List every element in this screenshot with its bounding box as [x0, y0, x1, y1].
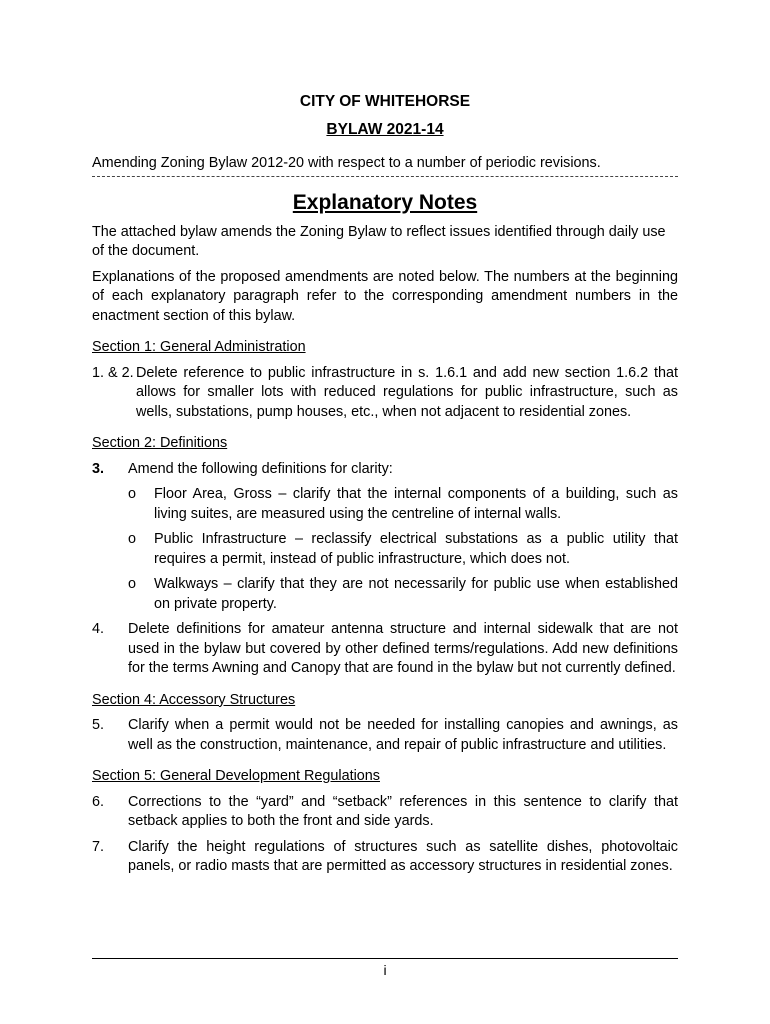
list-item	[92, 838, 678, 877]
item-number: 6.	[92, 793, 105, 810]
list-item	[92, 793, 678, 832]
item-text: Amend the following definitions for clarity:	[128, 460, 393, 477]
list-item	[92, 364, 678, 423]
item-number: 7.	[92, 838, 105, 855]
item-text: Corrections to the “yard” and “setback” references in this sentence to clarify that setback applies to both the front and side yards.	[128, 793, 678, 829]
item-number: 3.	[92, 460, 105, 477]
bullet-item	[92, 485, 678, 524]
item-text: Clarify when a permit would not be needed for installing canopies and awnings, as well as the construction, maintenance, and repair of public infrastructure and utilities.	[128, 717, 678, 753]
bullet-text: Public Infrastructure – reclassify electrical substations as a public utility that requires a permit, instead of public infrastructure, which does not.	[154, 531, 678, 567]
list-item	[92, 460, 678, 480]
bylaw-subtitle: Amending Zoning Bylaw 2012-20 with respect to a number of periodic revisions.	[92, 154, 678, 177]
list-item	[92, 620, 678, 679]
bullet-marker: o	[128, 576, 137, 592]
page-number: i	[383, 962, 387, 978]
item-text: Clarify the height regulations of structures such as satellite dishes, photovoltaic panels, or radio masts that are permitted as accessory structures in residential zones.	[128, 838, 678, 874]
section-heading: Section 1: General Administration	[92, 339, 306, 355]
list-item	[92, 716, 678, 755]
bullet-marker: o	[128, 531, 137, 547]
bylaw-number: BYLAW 2021-14	[326, 121, 444, 138]
section-heading: Section 5: General Development Regulations	[92, 768, 380, 784]
item-number: 1. & 2.	[92, 364, 134, 381]
item-number: 5.	[92, 717, 105, 733]
document-body	[92, 92, 678, 877]
section-heading: Section 4: Accessory Structures	[92, 691, 296, 708]
item-text: Delete definitions for amateur antenna structure and internal sidewalk that are not used in the bylaw but covered by other defined terms/regulations. Add new definitions for the terms Awning and Canopy that are found in the bylaw but not currently defined.	[128, 621, 678, 676]
bullet-marker: o	[128, 486, 137, 502]
bullet-text: Floor Area, Gross – clarify that the internal components of a building, such as living suites, are measured using the centreline of internal walls.	[154, 486, 678, 522]
bullet-text: Walkways – clarify that they are not necessarily for public use when established on private property.	[154, 576, 678, 612]
city-title: CITY OF WHITEHORSE	[299, 93, 471, 110]
bullet-item	[92, 530, 678, 569]
footer-divider	[92, 958, 678, 959]
item-number: 4.	[92, 621, 105, 637]
bullet-item	[92, 575, 678, 614]
section-heading: Section 2: Definitions	[92, 435, 228, 451]
intro-paragraph-2: Explanations of the proposed amendments are noted below. The numbers at the beginning of each explanatory paragraph refer to the corresponding amendment numbers in the enactment section of this bylaw.	[92, 268, 678, 324]
item-text: Delete reference to public infrastructure in s. 1.6.1 and add new section 1.6.2 that allows for smaller lots with reduced regulations for public infrastructure, such as wells, substations, pump houses, etc., when not adjacent to residential zones.	[136, 364, 678, 420]
intro-paragraph-1: The attached bylaw amends the Zoning Bylaw to reflect issues identified through daily use of the document.	[92, 223, 666, 259]
explanatory-notes-heading: Explanatory Notes	[292, 190, 478, 214]
